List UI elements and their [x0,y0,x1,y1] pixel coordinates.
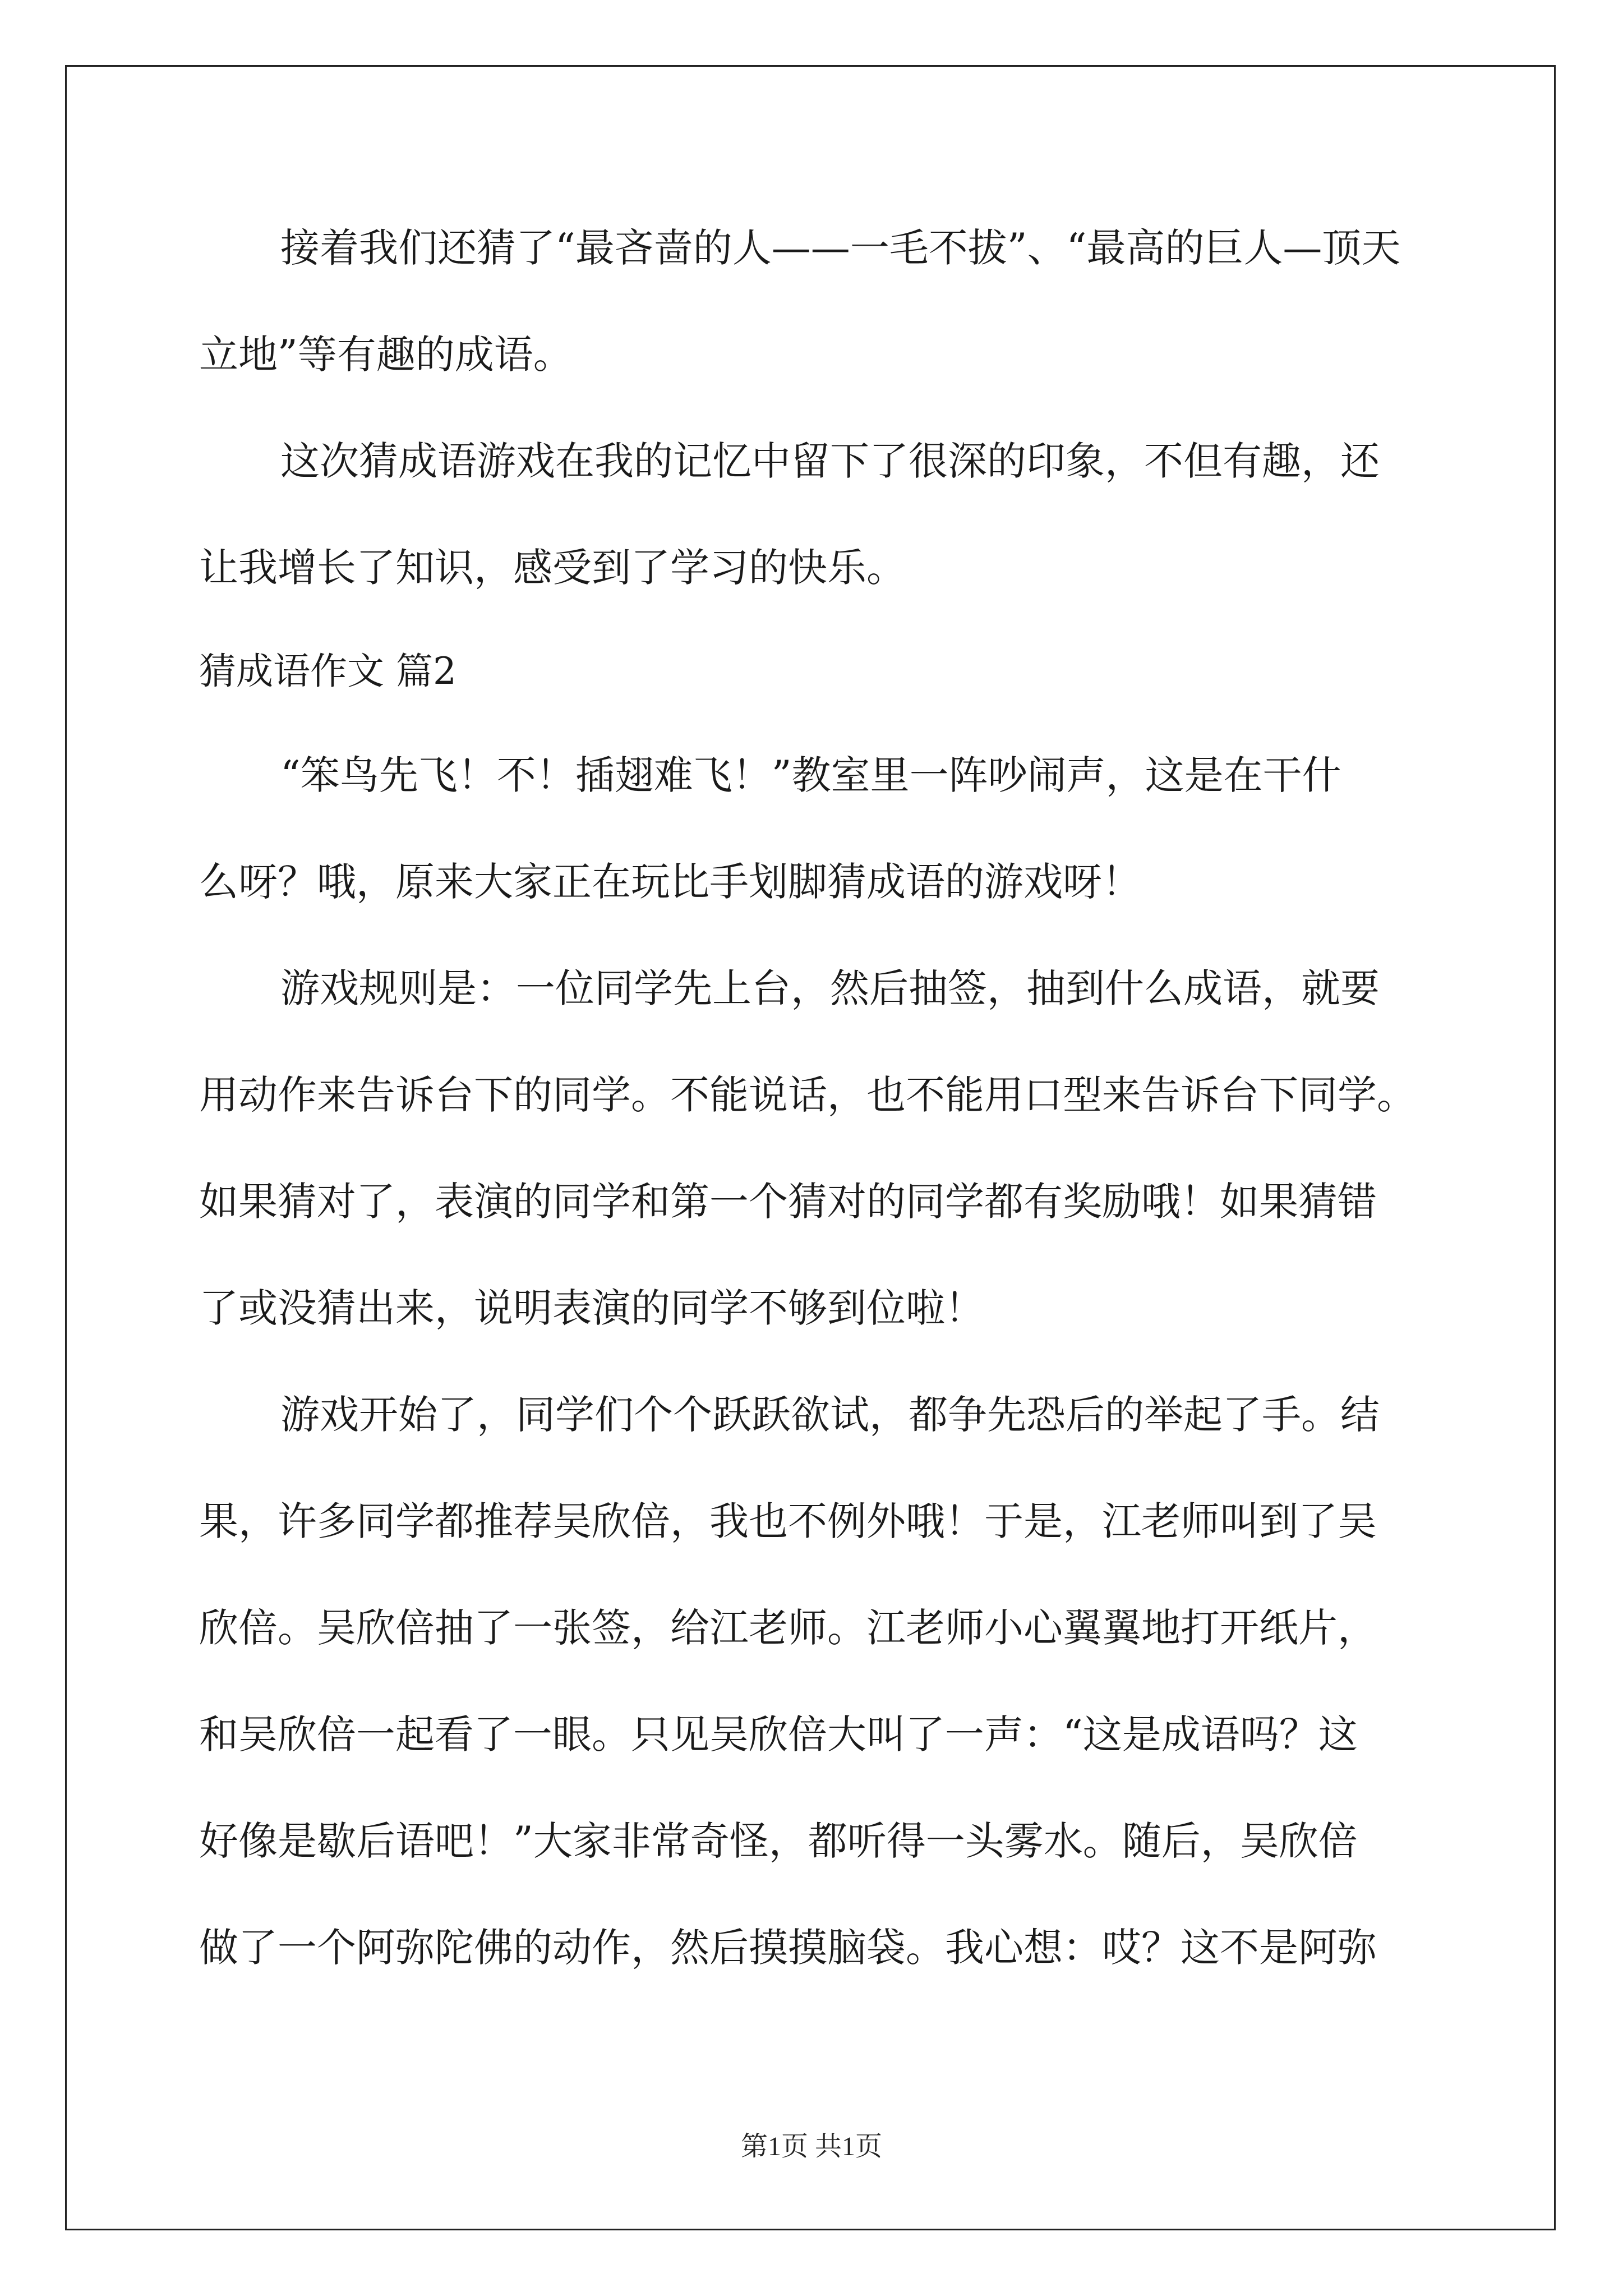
paragraph-2-line-2: 让我增长了知识，感受到了学习的快乐。 [199,545,906,591]
section-heading: 猜成语作文 篇2 [199,650,457,693]
paragraph-4-line-4: 了或没猜出来，说明表演的同学不够到位啦！ [199,1285,984,1331]
paragraph-4-line-3: 如果猜对了，表演的同学和第一个猜对的同学都有奖励哦！如果猜错 [199,1179,1377,1225]
paragraph-5-line-2: 果，许多同学都推荐吴欣倍，我也不例外哦！于是，江老师叫到了吴 [199,1498,1377,1544]
paragraph-5-line-6: 做了一个阿弥陀佛的动作，然后摸摸脑袋。我心想：哎？这不是阿弥 [199,1925,1377,1971]
paragraph-5-line-5: 好像是歇后语吧！”大家非常奇怪，都听得一头雾水。随后，吴欣倍 [199,1818,1358,1864]
page-footer: 第1页 共1页 [740,2132,882,2161]
paragraph-5-line-3: 欣倍。吴欣倍抽了一张签，给江老师。江老师小心翼翼地打开纸片， [199,1605,1377,1651]
paragraph-5-line-4: 和吴欣倍一起看了一眼。只见吴欣倍大叫了一声：“这是成语吗？这 [199,1711,1358,1757]
paragraph-4-line-1: 游戏规则是：一位同学先上台，然后抽签，抽到什么成语，就要 [280,965,1380,1011]
page-border [65,65,1556,2230]
paragraph-3-line-1: “笨鸟先飞！不！插翅难飞！”教室里一阵吵闹声，这是在干什 [280,752,1341,798]
paragraph-4-line-2: 用动作来告诉台下的同学。不能说话，也不能用口型来告诉台下同学。 [199,1072,1416,1118]
paragraph-1-line-2: 立地”等有趣的成语。 [199,332,573,378]
paragraph-1-line-1: 接着我们还猜了“最吝啬的人——一毛不拔”、“最高的巨人—顶天 [280,225,1401,271]
paragraph-2-line-1: 这次猜成语游戏在我的记忆中留下了很深的印象，不但有趣，还 [280,438,1380,484]
paragraph-3-line-2: 么呀？哦，原来大家正在玩比手划脚猜成语的游戏呀！ [199,859,1141,905]
paragraph-5-line-1: 游戏开始了，同学们个个跃跃欲试，都争先恐后的举起了手。结 [280,1392,1380,1438]
